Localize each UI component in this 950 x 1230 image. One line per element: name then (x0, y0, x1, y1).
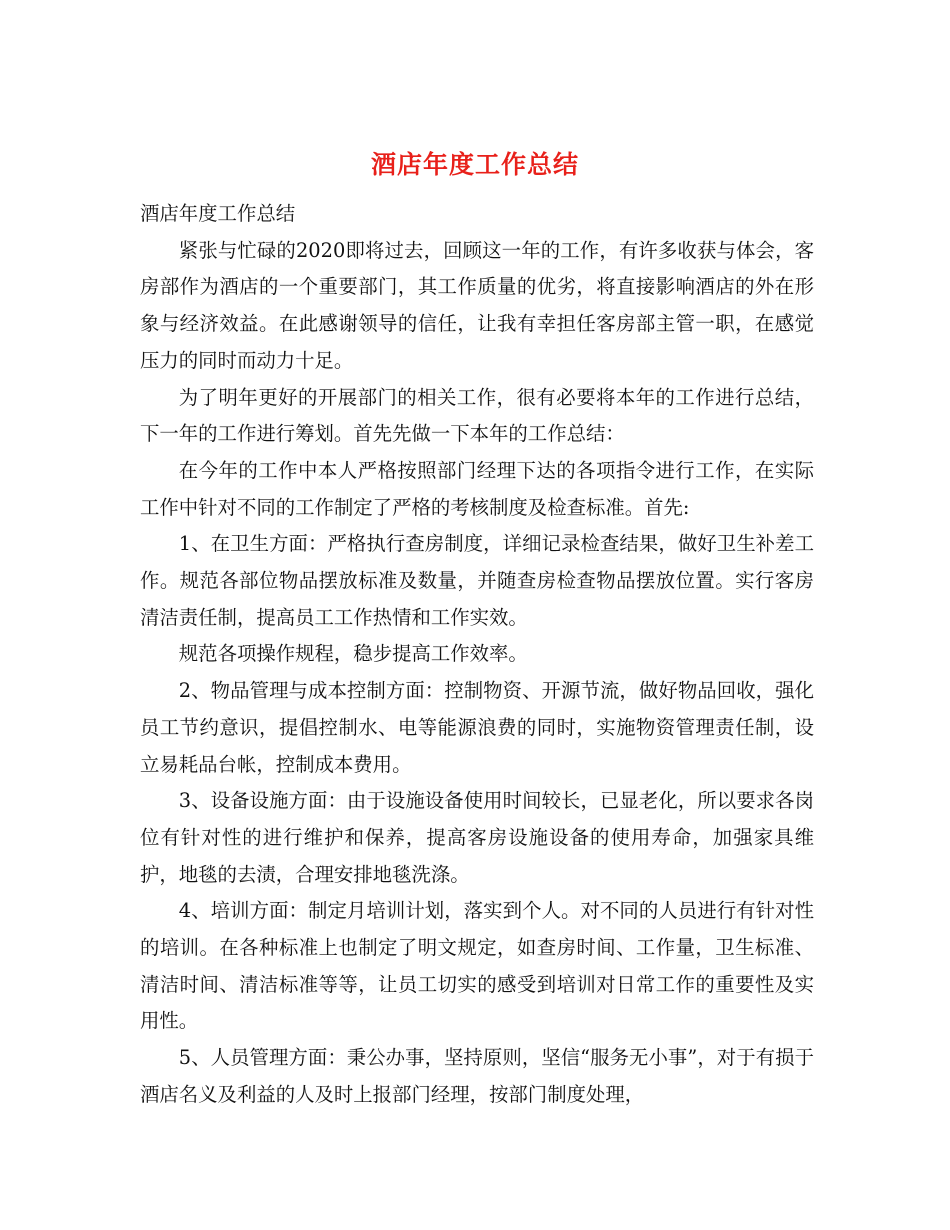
document-title: 酒店年度工作总结 (370, 149, 579, 179)
paragraph-training: 4、培训方面：制定月培训计划，落实到个人。对不同的人员进行有针对性的培训。在各种标准上也制定了明文规定，如查房时间、工作量，卫生标准、清洁时间、清洁标准等等，让员工切实的感受到培训对日常工作的重要性及实用性。 (140, 899, 814, 1033)
paragraph-hygiene: 1、在卫生方面：严格执行查房制度，详细记录检查结果，做好卫生补差工作。规范各部位物品摆放标准及数量，并随查房检查物品摆放位置。实行客房清洁责任制，提高员工工作热情和工作实效。 (140, 532, 814, 629)
document-body (140, 196, 814, 1114)
paragraph-overview: 在今年的工作中本人严格按照部门经理下达的各项指令进行工作，在实际工作中针对不同的工作制定了严格的考核制度及检查标准。首先: (140, 458, 814, 519)
paragraph-plan: 为了明年更好的开展部门的相关工作，很有必要将本年的工作进行总结，下一年的工作进行筹划。首先先做一下本年的工作总结： (140, 385, 814, 446)
document-subtitle: 酒店年度工作总结 (140, 202, 296, 225)
paragraph-staff-management: 5、人员管理方面：秉公办事，坚持原则，坚信“服务无小事”，对于有损于酒店名义及利益的人及时上报部门经理，按部门制度处理， (140, 1046, 814, 1106)
paragraph-intro: 紧张与忙碌的2020即将过去，回顾这一年的工作，有许多收获与体会，客房部作为酒店的一个重要部门，其工作质量的优劣，将直接影响酒店的外在形象与经济效益。在此感谢领导的信任，让我有幸担任客房部主管一职，在感觉压力的同时而动力十足。 (140, 238, 814, 372)
paragraph-procedures: 规范各项操作规程，稳步提高工作效率。 (178, 642, 528, 666)
paragraph-cost-control: 2、物品管理与成本控制方面：控制物资、开源节流，做好物品回收，强化员工节约意识，提倡控制水、电等能源浪费的同时，实施物资管理责任制，设立易耗品台帐，控制成本费用。 (140, 679, 814, 776)
paragraph-facilities: 3、设备设施方面：由于设施设备使用时间较长，已显老化，所以要求各岗位有针对性的进行维护和保养，提高客房设施设备的使用寿命，加强家具维护，地毯的去渍，合理安排地毯洗涤。 (140, 789, 814, 886)
